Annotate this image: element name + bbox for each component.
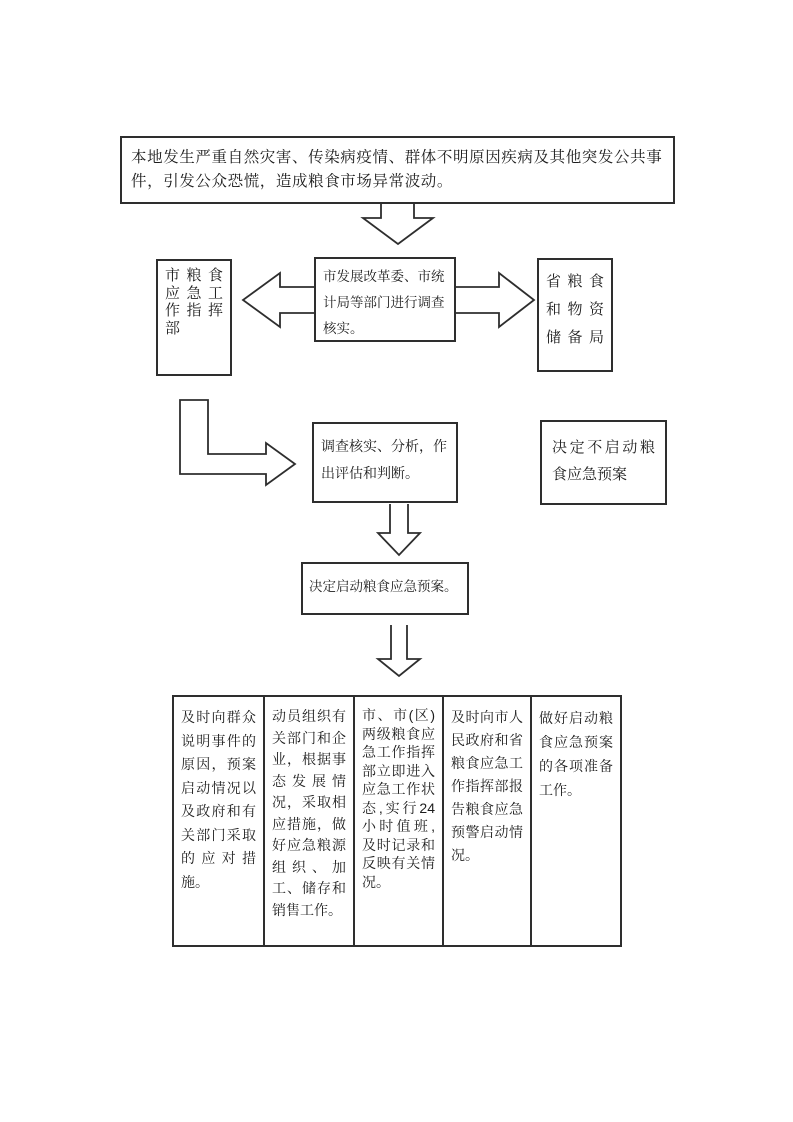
trigger-event-text: 本地发生严重自然灾害、传染病疫情、群体不明原因疾病及其他突发公共事件，引发公众恐慌，造成粮食市场异常波动。 (131, 149, 663, 190)
block-arrow-down-from-trigger (363, 203, 433, 244)
provincial-grain-reserve-bureau-box (537, 258, 613, 372)
decide-not-start-plan-box (540, 420, 667, 505)
verify-analyze-assess-text: 调查核实、分析，作出评估和判断。 (321, 438, 447, 481)
block-arrow-down-to-decide-start (378, 504, 420, 555)
investigation-departments-text: 市发展改革委、市统计局等部门进行调查核实。 (323, 269, 445, 336)
trigger-event-box (120, 136, 675, 204)
decide-not-start-plan-text: 决定不启动粮食应急预案 (552, 439, 655, 483)
elbow-arrow-command-to-assess (180, 400, 295, 485)
provincial-grain-reserve-bureau-text: 省粮食和物资储备局 (546, 273, 604, 346)
investigation-departments-box (314, 257, 456, 342)
action-cell-prepare-plan-launch: 做好启动粮食应急预案的各项准备工作。 (530, 697, 620, 945)
block-arrow-down-to-actions (378, 625, 420, 676)
action-cell-inform-public: 及时向群众说明事件的原因，预案启动情况以及政府和有关部门采取的应对措施。 (181, 709, 256, 890)
action-cell-report-to-government: 及时向市人民政府和省粮食应急工作指挥部报告粮食应急预警启动情况。 (442, 697, 530, 945)
block-arrow-right-to-provincial-bureau (453, 273, 534, 327)
verify-analyze-assess-box (312, 422, 458, 503)
emergency-actions-table (172, 695, 622, 947)
city-grain-command-center-box (156, 259, 232, 376)
city-grain-command-center-text: 市粮食应急工作指挥部 (165, 267, 223, 337)
decide-start-plan-box (301, 562, 469, 615)
action-cell-mobilize-grain-supply: 动员组织有关部门和企业，根据事态发展情况，采取相应措施，做好应急粮源组织、加工、储存和销售工作。 (263, 697, 353, 945)
block-arrow-left-to-command-center (243, 273, 315, 327)
decide-start-plan-text: 决定启动粮食应急预案。 (309, 579, 458, 594)
action-cell-command-centers-on-duty: 市、市(区)两级粮食应急工作指挥部立即进入应急工作状态,实行24小时值班,及时记录和反映有关情况。 (353, 697, 442, 945)
